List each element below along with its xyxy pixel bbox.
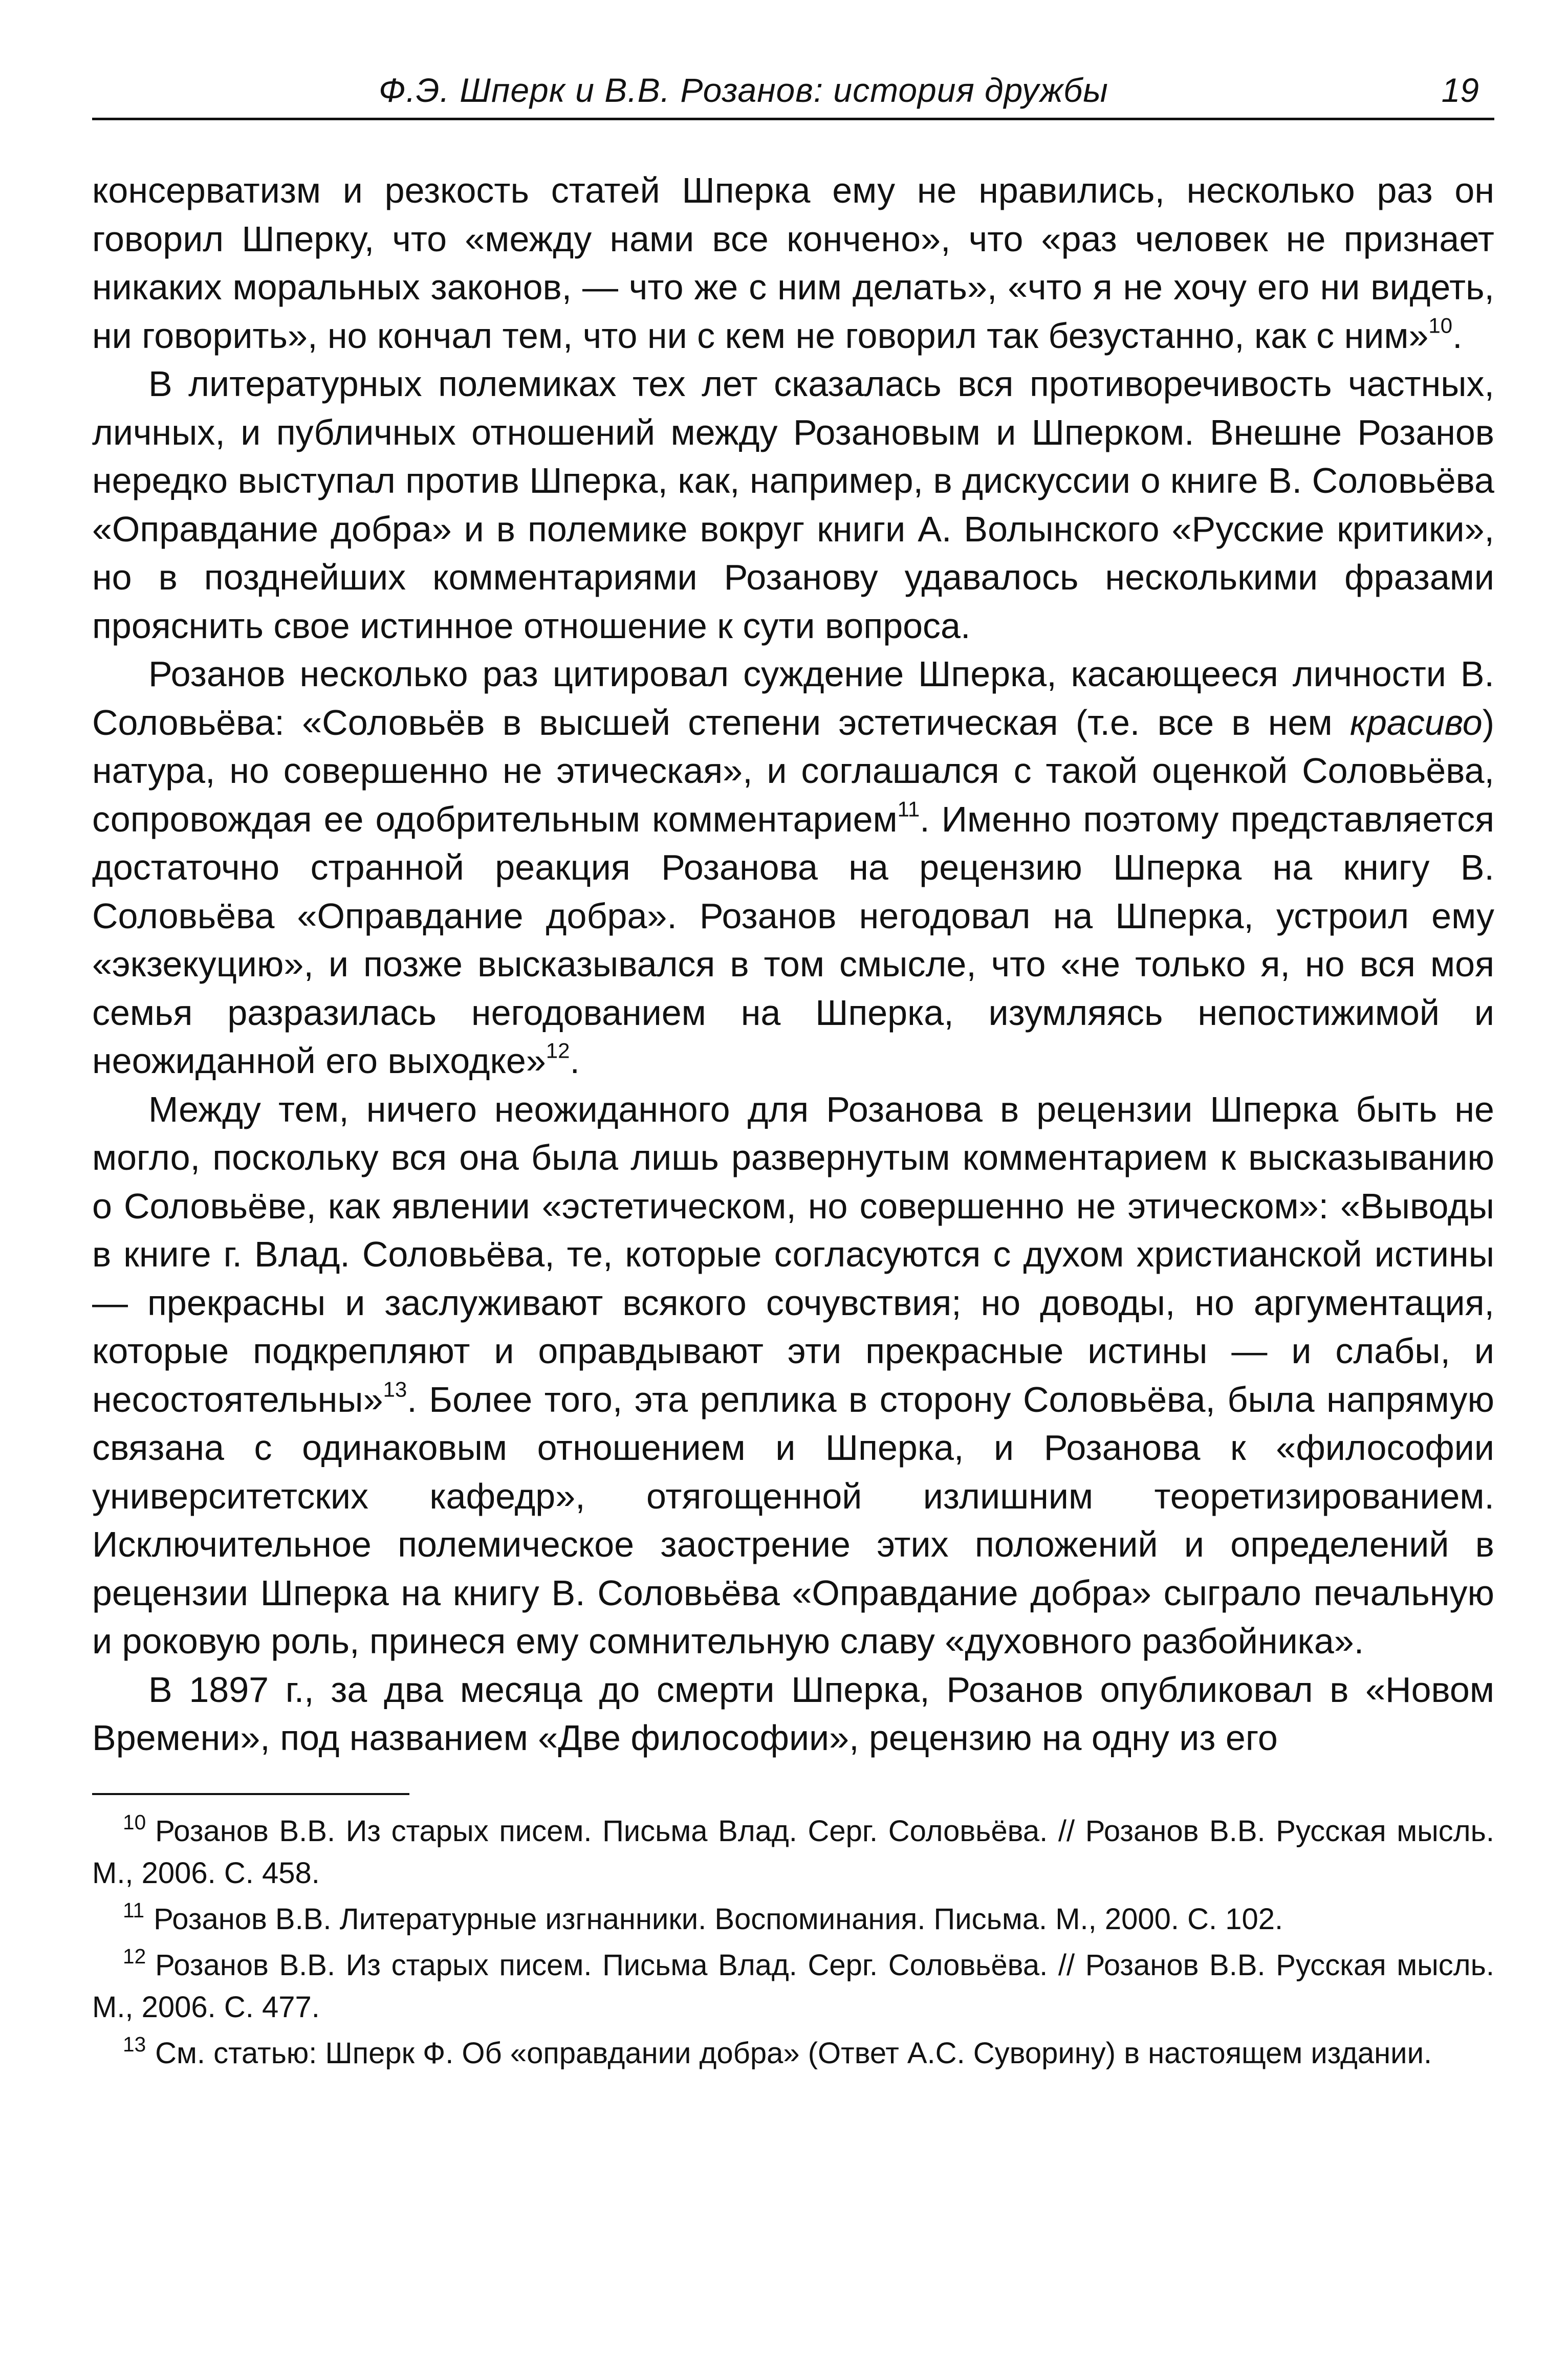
footnote: [92, 1944, 1494, 2028]
paragraph-1: [92, 166, 1494, 360]
note-ref-11: 11: [897, 797, 920, 821]
footnote-text: Розанов В.В. Литературные изгнанники. Воспоминания. Письма. М., 2000. С. 102.: [154, 1902, 1283, 1936]
footnote-divider: [92, 1793, 409, 1795]
note-ref-13: 13: [383, 1377, 407, 1402]
footnote-number: 10: [123, 1810, 146, 1834]
footnote-number: 13: [123, 2033, 146, 2057]
footnote: [92, 1898, 1494, 1940]
note-ref-12: 12: [546, 1038, 570, 1063]
paragraph-4-part1: Между тем, ничего неожиданного для Розанова в рецензии Шперка быть не могло, поскольку вся она была лишь развернутым комментарием к высказыванию о Соловьёве, как явлении «эстетическом, но совершенно не этическом»: «Выводы в книге г. Влад. Соловьёва, те, которые согласуются с духом христианской истины — прекрасны и заслуживают всякого сочувствия; но доводы, но аргументация, которые подкрепляют и оправдывают эти прекрасные истины — и слабы, и несостоятельны»: [92, 1089, 1494, 1419]
footnote-text: Розанов В.В. Из старых писем. Письма Влад. Серг. Соловьёва. // Розанов В.В. Русская мысль. М., 2006. С. 477.: [92, 1948, 1494, 2024]
paragraph-4: [92, 1085, 1494, 1666]
paragraph-3-part2: ) натура, но совершенно не этическая», и соглашался с такой оценкой Соловьёва, сопровождая ее одобрительным комментарием: [92, 702, 1494, 839]
footnotes: [92, 1810, 1494, 2074]
paragraph-3-tail: .: [570, 1041, 580, 1081]
footnote-number: 11: [123, 1898, 145, 1922]
body-text: [92, 166, 1494, 1762]
book-page: [92, 61, 1494, 2079]
paragraph-3-italic: красиво: [1349, 702, 1483, 742]
paragraph-3: [92, 650, 1494, 1085]
footnote: [92, 1810, 1494, 1894]
footnote-text: См. статью: Шперк Ф. Об «оправдании добра» (Ответ А.С. Суворину) в настоящем издании.: [155, 2036, 1432, 2070]
paragraph-1-text: консерватизм и резкость статей Шперка ему не нравились, несколько раз он говорил Шперку, что «между нами все кончено», что «раз человек не признает никаких моральных законов, — что же с ним делать», «что я не хочу его ни видеть, ни говорить», но кончал тем, что ни с кем не говорил так безустанно, как с ним»: [92, 170, 1494, 356]
note-ref-10: 10: [1428, 313, 1453, 338]
paragraph-5: [92, 1666, 1494, 1762]
paragraph-5-text: В 1897 г., за два месяца до смерти Шперка, Розанов опубликовал в «Новом Времени», под названием «Две философии», рецензию на одну из его: [92, 1669, 1494, 1758]
footnote-number: 12: [123, 1944, 146, 1969]
paragraph-2: [92, 360, 1494, 650]
page-number: 19: [1441, 71, 1479, 109]
paragraph-3-part3: . Именно поэтому представляется достаточно странной реакция Розанова на рецензию Шперка на книгу В. Соловьёва «Оправдание добра». Розанов негодовал на Шперка, устроил ему «экзекуцию», и позже высказывался в том смысле, что «не только я, но вся моя семья разразилась негодованием на Шперка, изумляясь непостижимой и неожиданной его выходке»: [92, 799, 1494, 1081]
paragraph-4-part2: . Более того, эта реплика в сторону Соловьёва, была напрямую связана с одинаковым отношением и Шперка, и Розанова к «философии университетских кафедр», отягощенной излишним теоретизированием. Исключительное полемическое заострение этих положений и определений в рецензии Шперка на книгу В. Соловьёва «Оправдание добра» сыграло печальную и роковую роль, принеся ему сомнительную славу «духовного разбойника».: [92, 1379, 1494, 1661]
paragraph-2-text: В литературных полемиках тех лет сказалась вся противоречивость частных, личных, и публичных отношений между Розановым и Шперком. Внешне Розанов нередко выступал против Шперка, как, например, в дискуссии о книге В. Соловьёва «Оправдание добра» и в полемике вокруг книги А. Волынского «Русские критики», но в позднейших комментариями Розанову удавалось несколькими фразами прояснить свое истинное отношение к сути вопроса.: [92, 364, 1494, 646]
paragraph-3-part1: Розанов несколько раз цитировал суждение Шперка, касающееся личности В. Соловьёва: «Соловьёв в высшей степени эстетическая (т.е. все в нем: [92, 654, 1494, 742]
footnote-text: Розанов В.В. Из старых писем. Письма Влад. Серг. Соловьёва. // Розанов В.В. Русская мысль. М., 2006. С. 458.: [92, 1814, 1494, 1890]
footnote: [92, 2033, 1494, 2074]
paragraph-1-tail: .: [1452, 315, 1463, 356]
running-head: [92, 61, 1494, 120]
running-title: Ф.Э. Шперк и В.В. Розанов: история дружбы: [379, 71, 1108, 109]
